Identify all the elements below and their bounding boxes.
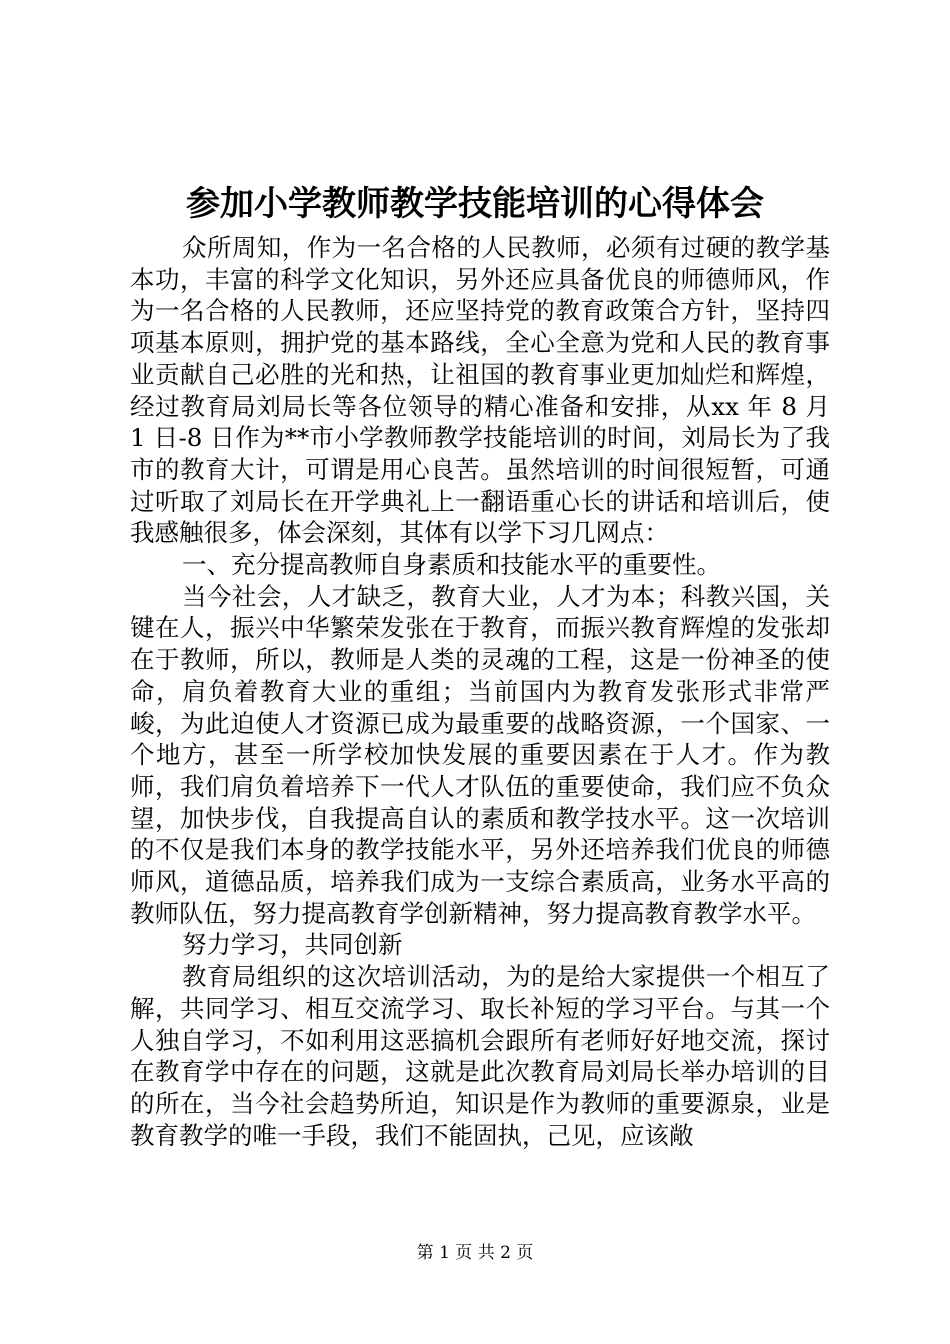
- paragraph-section-2: 教育局组织的这次培训活动，为的是给大家提供一个相互了解，共同学习、相互交流学习、取长补短的学习平台。与其一个人独自学习，不如利用这恶搞机会跟所有老师好好地交流，探讨在教育学中存在的问题，这就是此次教育局刘局长举办培训的目的所在，当今社会趋势所迫，知识是作为教师的重要源泉，业是教育教学的唯一手段，我们不能固执，己见，应该敞: [130, 962, 830, 1150]
- page-footer: 第 1 页 共 2 页: [416, 1243, 534, 1263]
- paragraph-intro: 众所周知，作为一名合格的人民教师，必须有过硬的教学基本功，丰富的科学文化知识，另外还应具备优良的师德师风，作为一名合格的人民教师，还应坚持党的教育政策合方针，坚持四项基本原则，拥护党的基本路线，全心全意为党和人民的教育事业贡献自己必胜的光和热，让祖国的教育事业更加灿烂和辉煌，经过教育局刘局长等各位领导的精心准备和安排，从xx 年 8 月 1 日-8 日作为**市小学教师教学技能培训的时间，刘局长为了我市的教育大计，可谓是用心良苦。虽然培训的时间很短暂，可通过听取了刘局长在开学典礼上一翻语重心长的讲话和培训后，使我感触很多，体会深刻，其体有以学下习几网点：: [130, 233, 830, 548]
- paragraph-section-1: 当今社会，人才缺乏，教育大业，人才为本；科教兴国，关键在人，振兴中华繁荣发张在于教育，而振兴教育辉煌的发张却在于教师，所以，教师是人类的灵魂的工程，这是一份神圣的使命，肩负着教育大业的重组；当前国内为教育发张形式非常严峻，为此迫使人才资源已成为最重要的战略资源，一个国家、一个地方，甚至一所学校加快发展的重要因素在于人才。作为教师，我们肩负着培养下一代人才队伍的重要使命，我们应不负众望，加快步伐，自我提高自认的素质和教学技水平。这一次培训的不仅是我们本身的教学技能水平，另外还培养我们优良的师德师风，道德品质，培养我们成为一支综合素质高，业务水平高的教师队伍，努力提高教育学创新精神，努力提高教育教学水平。: [130, 581, 830, 928]
- section-heading-1: 一、充分提高教师自身素质和技能水平的重要性。: [182, 550, 721, 580]
- section-heading-2: 努力学习，共同创新: [182, 930, 403, 960]
- document-title: 参加小学教师教学技能培训的心得体会: [186, 184, 764, 224]
- document-body: [130, 232, 830, 1151]
